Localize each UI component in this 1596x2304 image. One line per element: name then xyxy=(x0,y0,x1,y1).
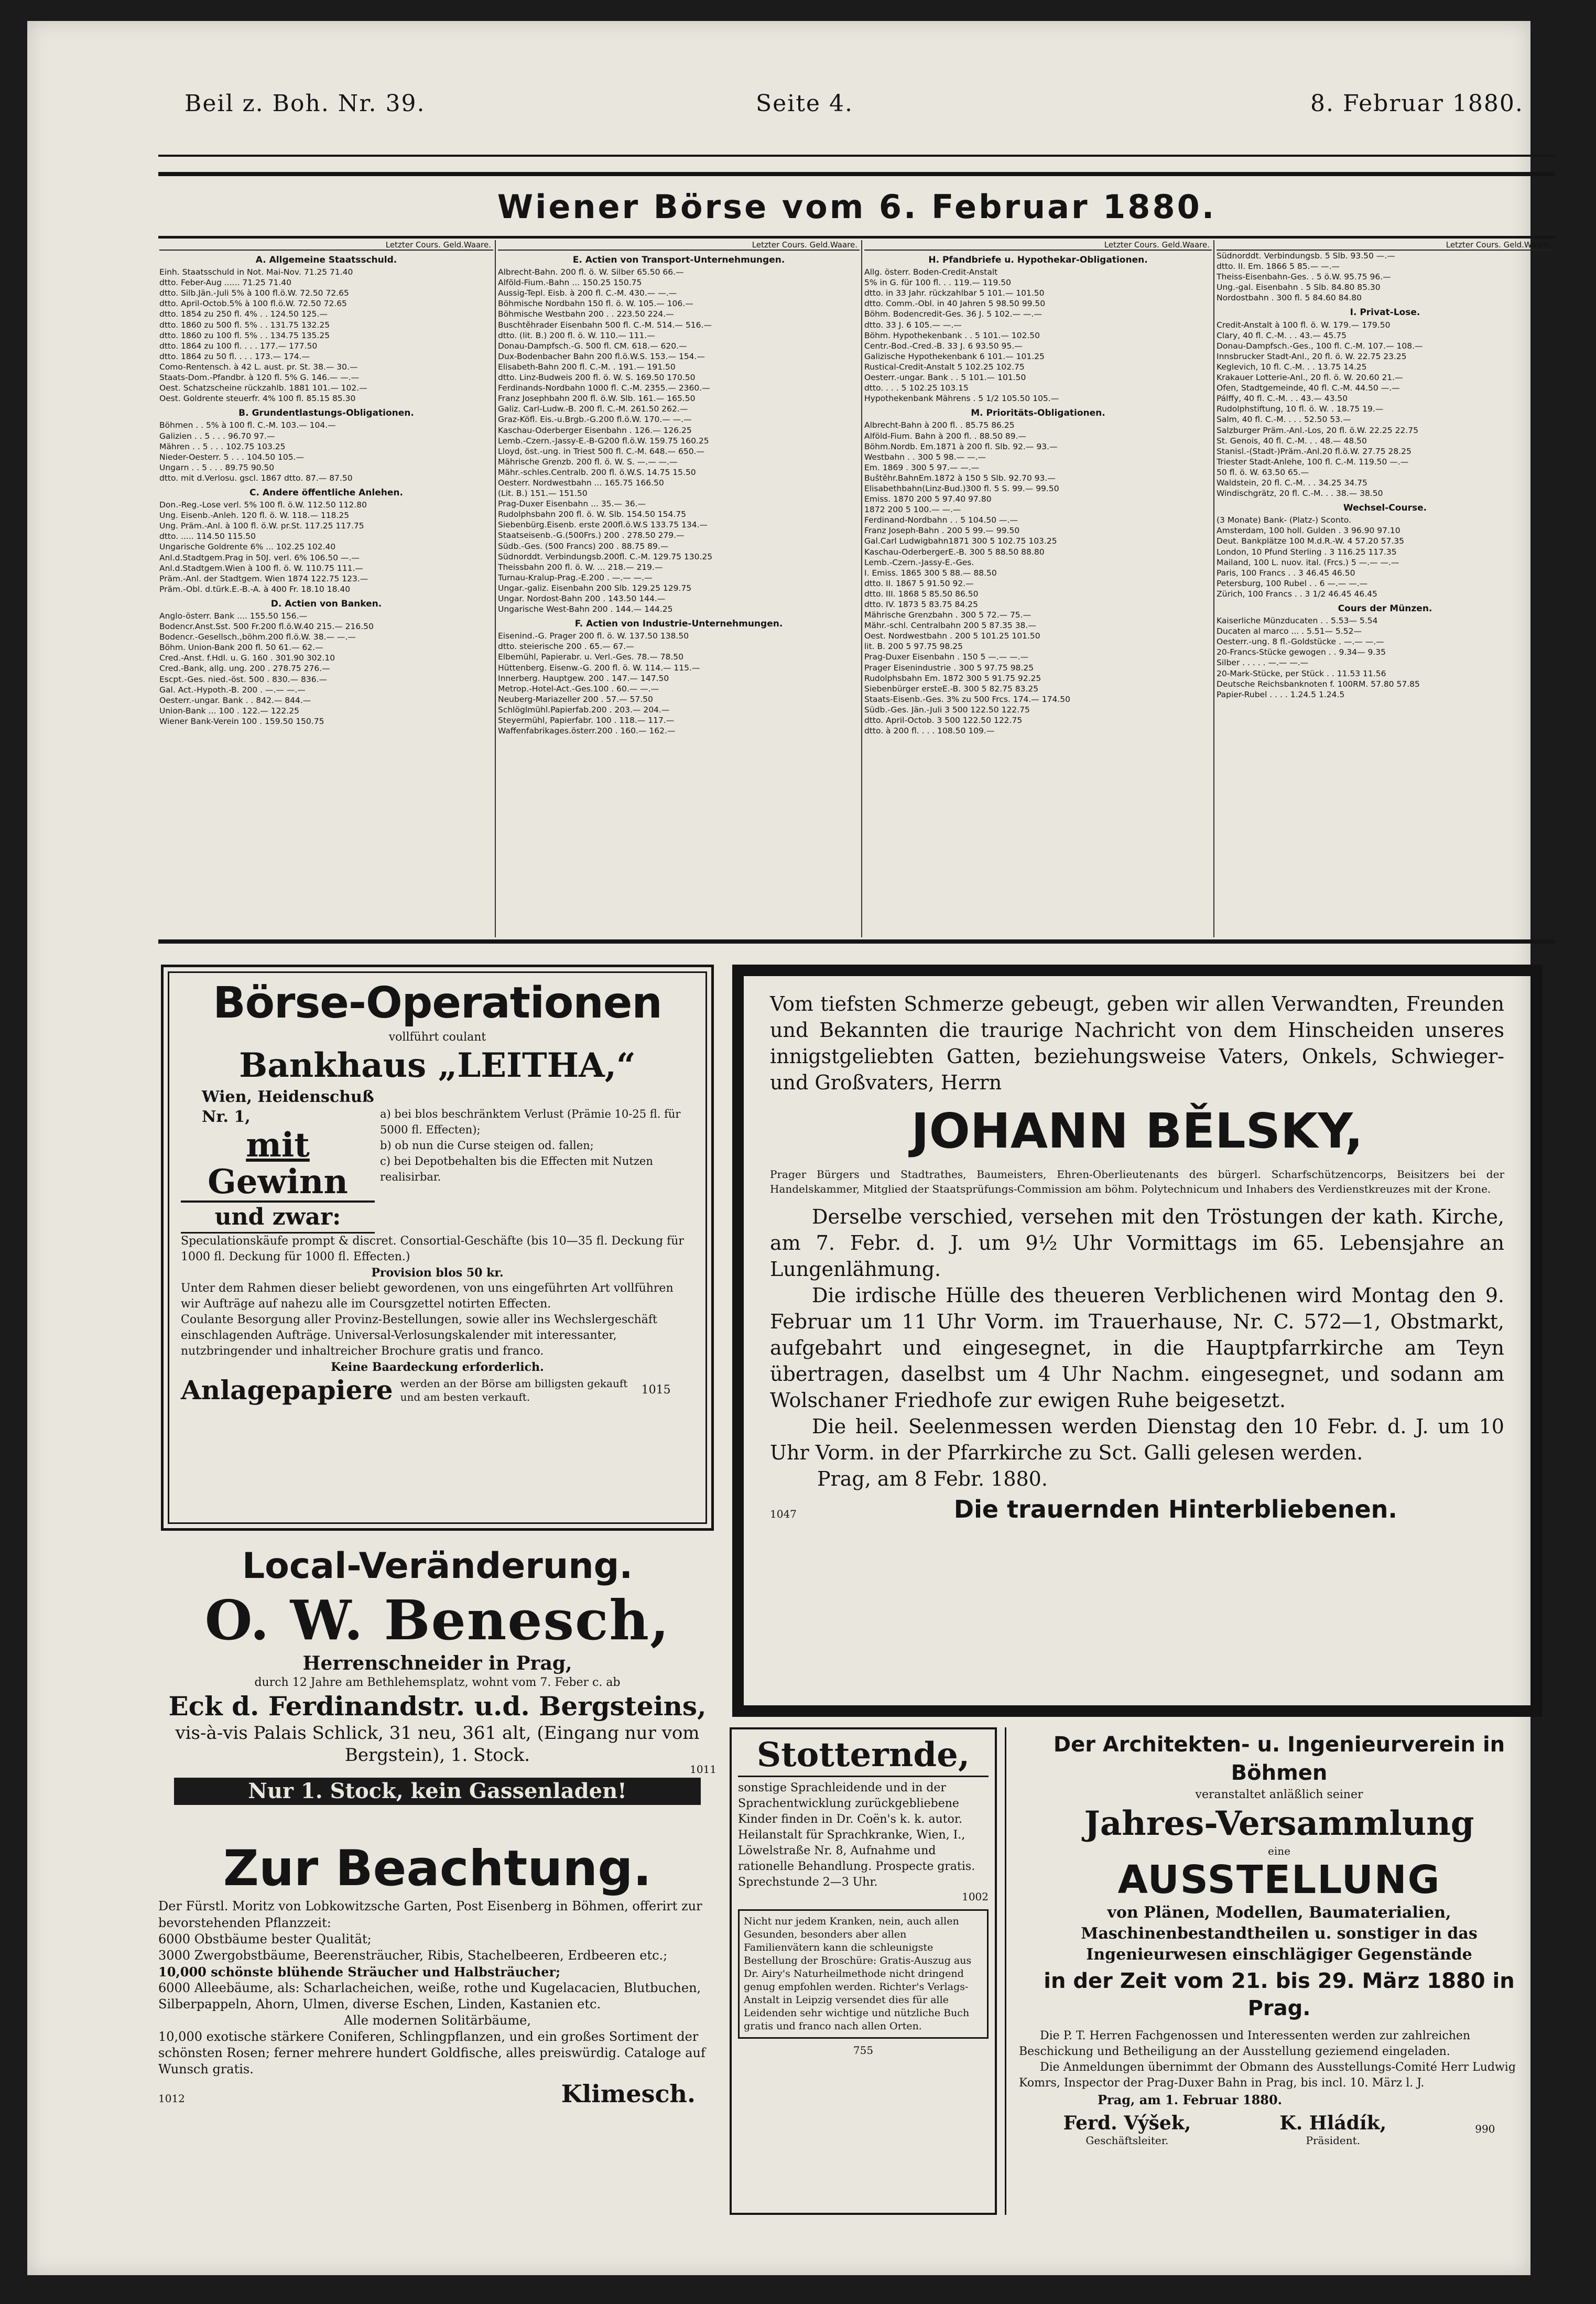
exchange-quote-row: dtto. Linz-Budweis 200 fl. ö. W. S. 169.50 170.50 xyxy=(498,373,696,383)
exchange-quote-row: Kaiserliche Münzducaten . . 5.53— 5.54 xyxy=(1217,616,1378,626)
ad-leitha-text: Unter dem Rahmen dieser beliebt gewordenen, von uns eingeführten Art vollführen wir Aufträge auf nahezu alle im Coursgzettel notirten Effecten. xyxy=(181,1282,674,1311)
exchange-quote-row: Südb.-Ges. Jän.-Juli 3 500 122.50 122.75 xyxy=(864,705,1030,715)
exchange-quote-row: Petersburg, 100 Rubel . . 6 —.— —.— xyxy=(1217,578,1368,588)
exchange-quote-row: Eisenind.-G. Prager 200 fl. ö. W. 137.50 138.50 xyxy=(498,631,689,641)
exchange-quote-row: Rudolphstiftung, 10 fl. ö. W. . 18.75 19.— xyxy=(1217,404,1384,414)
column-divider xyxy=(495,240,496,937)
obituary-funeral: Die irdische Hülle des theueren Verblichenen wird Montag den 9. Februar um 11 Uhr Vorm. im Trauerhause, Nr. C. 572—1, Obstmarkt, aufgebahrt und eingesegnet, in die Hauptpfarrkirche am Teyn übertragen, daselbst um 4 Uhr Nachm. eingesegnet, und sodann am Wolschaner Friedhofe zur ewigen Ruhe beigesetzt. xyxy=(770,1284,1504,1412)
exchange-quote-row: Deut. Bankplätze 100 M.d.R.-W. 4 57.20 57.35 xyxy=(1217,536,1405,546)
obituary-intro: Vom tiefsten Schmerze gebeugt, geben wir allen Verwandten, Freunden und Bekannten die traurige Nachricht von dem Hinscheiden unseres innigstgeliebten Gatten, beziehungsweise Vaters, Onkels, Schwieger- und Großvaters, Herrn xyxy=(770,992,1504,1094)
ad-architekten-registration: Die Anmeldungen übernimmt der Obmann des Ausstellungs-Comité Herr Ludwig Komrs, Inspector der Prag-Duxer Bahn in Prag, bis incl. 10. März l. J. xyxy=(1019,2061,1516,2090)
exchange-quote-row: Stanisl.-(Stadt-)Präm.-Anl.20 fl.ö.W. 27.75 28.25 xyxy=(1217,446,1412,456)
exchange-quote-row: 20-Mark-Stücke, per Stück . . 11.53 11.56 xyxy=(1217,668,1386,678)
ad-architekten-signer-2-title: Präsident. xyxy=(1306,2134,1361,2147)
exchange-quote-row: I. Emiss. 1865 300 5 88.— 88.50 xyxy=(864,568,997,578)
ad-leitha-point-b: b) ob nun die Curse steigen od. fallen; xyxy=(380,1139,594,1152)
ad-leitha-gewinn: Gewinn xyxy=(181,1164,375,1203)
exchange-quote-row: Donau-Dampfsch.-G. 500 fl. CM. 618.— 620.— xyxy=(498,341,687,351)
exchange-title: Wiener Börse vom 6. Februar 1880. xyxy=(497,188,1217,226)
exchange-quote-row: Elisabethbahn(Linz-Bud.)300 fl. 5 S. 99.— 99.50 xyxy=(864,483,1059,493)
exchange-quote-row: Südnorddt. Verbindungsb. 5 Slb. 93.50 —.— xyxy=(1217,251,1395,261)
exchange-section-heading: D. Actien von Banken. xyxy=(270,598,382,609)
ad-beachtung-item: 10,000 schönste blühende Sträucher und Halbsträucher; xyxy=(158,1964,561,1980)
exchange-section-heading: A. Allgemeine Staatsschuld. xyxy=(255,255,397,265)
exchange-quote-row: Anl.d.Stadtgem.Prag in 50J. verl. 6% 106.50 —.— xyxy=(159,553,360,563)
column-header: Letzter Cours. Geld.Waare. xyxy=(498,240,860,251)
ad-beachtung-items xyxy=(158,1931,716,2078)
exchange-quote-row: Ungarn . . 5 . . . 89.75 90.50 xyxy=(159,462,275,472)
ad-benesch-former-address: durch 12 Jahre am Bethlehemsplatz, wohnt vom 7. Feber c. ab xyxy=(254,1676,621,1689)
ad-beachtung-number: 1012 xyxy=(158,2092,185,2105)
ad-architekten-versammlung: Jahres-Versammlung xyxy=(1084,1804,1474,1843)
exchange-quote-row: Zürich, 100 Francs . . 3 1/2 46.45 46.45 xyxy=(1217,589,1377,599)
exchange-quote-row: Staatseisenb.-G.(500Frs.) 200 . 278.50 279.— xyxy=(498,531,685,540)
ad-leitha xyxy=(161,965,714,1531)
exchange-quote-row: Rustical-Credit-Anstalt 5 102.25 102.75 xyxy=(864,362,1025,372)
exchange-quote-row: Staats-Eisenb.-Ges. 3% zu 500 Frcs. 174.— 174.50 xyxy=(864,694,1070,704)
ad-leitha-point-c: c) bei Depotbehalten bis die Effecten mit Nutzen realisirbar. xyxy=(380,1155,653,1183)
obituary-masses: Die heil. Seelenmessen werden Dienstag den 10 Febr. d. J. um 10 Uhr Vorm. in der Pfarrkirche zu Sct. Galli gelesen werden. xyxy=(770,1415,1504,1464)
exchange-quote-row: dtto. 33 J. 6 105.— —.— xyxy=(864,320,962,330)
exchange-quote-row: Mährische Grenzb. 200 fl. ö. W. S. —.— —.— xyxy=(498,457,678,467)
exchange-bottom-rule xyxy=(158,939,1555,944)
exchange-quote-row: Südb.-Ges. (500 Francs) 200 . 88.75 89.— xyxy=(498,541,669,551)
exchange-quote-row: dtto. 1860 zu 100 fl. 5% . . 134.75 135.25 xyxy=(159,330,330,340)
ad-benesch xyxy=(158,1544,716,1835)
exchange-quote-row: Em. 1869 . 300 5 97.— —.— xyxy=(864,462,980,472)
exchange-quote-row: Ungarische Goldrente 6% ... 102.25 102.40 xyxy=(159,542,336,552)
exchange-quote-row: Westbahn . . 300 5 98.— —.— xyxy=(864,452,986,462)
exchange-quote-row: Siebenbürg.Eisenb. erste 200fl.ö.W.S 133.75 134.— xyxy=(498,520,708,530)
ad-beachtung xyxy=(158,1840,716,2218)
exchange-quote-row: Oesterr. Nordwestbahn ... 165.75 166.50 xyxy=(498,478,664,488)
exchange-quote-row: Mähr.-schles.Centralb. 200 fl. ö.W.S. 14.75 15.50 xyxy=(498,467,696,477)
ad-stotternde-heading: Stotternde, xyxy=(738,1735,989,1777)
exchange-quote-row: dtto. 1864 zu 100 fl. . . . 177.— 177.50 xyxy=(159,341,318,351)
exchange-section-heading: F. Actien von Industrie-Unternehmungen. xyxy=(574,619,783,630)
exchange-quote-row: Mailand, 100 L. nuov. ital. (Frcs.) 5 —.— —.— xyxy=(1217,557,1399,567)
exchange-quote-row: Escpt.-Ges. nied.-öst. 500 . 830.— 836.— xyxy=(159,674,327,684)
obituary-death: Derselbe verschied, versehen mit den Tröstungen der kath. Kirche, am 7. Febr. d. J. um 9½ Uhr Vormittags im 65. Lebensjahre an Lungenlähmung. xyxy=(770,1205,1504,1281)
ad-architekten-signer-2: K. Hládík, xyxy=(1279,2112,1387,2134)
exchange-quote-row: Albrecht-Bahn. 200 fl. ö. W. Silber 65.50 66.— xyxy=(498,267,684,277)
exchange-quote-row: Böhmen . . 5% à 100 fl. C.-M. 103.— 104.— xyxy=(159,420,336,430)
exchange-quote-row: (Lit. B.) 151.— 151.50 xyxy=(498,489,588,499)
ad-architekten xyxy=(1005,1727,1545,2215)
ad-architekten-signer-1: Ferd. Výšek, xyxy=(1063,2112,1191,2134)
exchange-quote-row: dtto. . . . 5 102.25 103.15 xyxy=(864,383,969,393)
exchange-section-heading: M. Prioritäts-Obligationen. xyxy=(971,408,1105,419)
ad-leitha-mit: mit xyxy=(246,1126,310,1165)
exchange-quote-row: Don.-Reg.-Lose verl. 5% 100 fl. ö.W. 112.50 112.80 xyxy=(159,500,367,510)
exchange-quote-row: dtto. ..... 114.50 115.50 xyxy=(159,532,256,542)
exchange-quote-row: St. Genois, 40 fl. C.-M. . . 48.— 48.50 xyxy=(1217,436,1367,446)
exchange-quote-row: dtto. III. 1868 5 85.50 86.50 xyxy=(864,589,979,599)
exchange-quote-row: Buštěhr.BahnEm.1872 à 150 5 Slb. 92.70 93.— xyxy=(864,473,1056,483)
exchange-quote-row: Elbemühl, Papierabr. u. Verl.-Ges. 78.— 78.50 xyxy=(498,652,684,662)
exchange-section-heading: B. Grundentlastungs-Obligationen. xyxy=(238,408,414,419)
exchange-quote-row: Salm, 40 fl. C.-M. . . . 52.50 53.— xyxy=(1217,415,1351,425)
exchange-quote-row: 50 fl. ö. W. 63.50 65.— xyxy=(1217,467,1309,477)
exchange-quote-row: dtto. 1864 zu 50 fl. . . . 173.— 174.— xyxy=(159,351,310,361)
ad-naturheil-box: Nicht nur jedem Kranken, nein, auch allen Gesunden, besonders aber allen Familienvätern kann die schleunigste Bestellung der Broschüre: Gratis-Auszug aus Dr. Airy's Naturheilmethode nicht dringend genug empfohlen werden. Richter's Verlags-Anstalt in Leipzig versendet dies für alle Leidenden sehr wichtige und nützliche Buch gratis und franco nach allen Orten. xyxy=(738,1909,989,2039)
ad-stotternde-number: 1002 xyxy=(962,1890,989,1903)
ad-architekten-sub: veranstaltet anläßlich seiner xyxy=(1195,1788,1363,1801)
exchange-quote-row: Ung. Eisenb.-Anleh. 120 fl. ö. W. 118.— 118.25 xyxy=(159,511,350,521)
exchange-quote-row: Gal. Act.-Hypoth.-B. 200 . —.— —.— xyxy=(159,685,306,695)
exchange-quote-row: Nordostbahn . 300 fl. 5 84.60 84.80 xyxy=(1217,293,1362,303)
exchange-quote-row: Präm.-Anl. der Stadtgem. Wien 1874 122.75 123.— xyxy=(159,574,368,583)
exchange-quote-row: dtto. steierische 200 . 65.— 67.— xyxy=(498,642,634,652)
exchange-quote-row: Silber . . . . . —.— —.— xyxy=(1217,658,1309,668)
exchange-quote-row: Windischgrätz, 20 fl. C.-M. . . 38.— 38.50 xyxy=(1217,489,1383,499)
exchange-quote-row: Cred.-Bank, allg. ung. 200 . 278.75 276.— xyxy=(159,664,330,674)
exchange-quote-row: Theiss-Eisenbahn-Ges. . 5 ö.W. 95.75 96.— xyxy=(1217,272,1391,282)
ad-beachtung-item: 10,000 exotische stärkere Coniferen, Schlingpflanzen, und ein großes Sortiment der schönsten Rosen; ferner mehrere hundert Goldfische, alles preiswürdig. Cataloge auf Wunsch gratis. xyxy=(158,2029,705,2076)
exchange-quote-row: Mähr.-schl. Centralbahn 200 5 87.35 38.— xyxy=(864,621,1036,631)
exchange-quote-row: Cred.-Anst. f.Hdl. u. G. 160 . 301.90 302.10 xyxy=(159,653,335,663)
exchange-quote-row: Nieder-Oesterr. 5 . . . 104.50 105.— xyxy=(159,452,305,462)
exchange-quote-row: Credit-Anstalt à 100 fl. ö. W. 179.— 179.50 xyxy=(1217,320,1391,330)
exchange-section-heading: I. Privat-Lose. xyxy=(1350,307,1420,318)
ad-leitha-title: Börse-Operationen xyxy=(213,978,662,1028)
exchange-quote-row: Kaschau-Oderberger Eisenbahn . 126.— 126.25 xyxy=(498,425,692,435)
column-header: Letzter Cours. Geld.Waare. xyxy=(1217,240,1554,251)
exchange-quote-row: Franz Joseph-Bahn . 200 5 99.— 99.50 xyxy=(864,526,1020,536)
exchange-section-heading: Cours der Münzen. xyxy=(1338,603,1432,614)
exchange-quote-row: Aussig-Tepl. Eisb. à 200 fl. C.-M. 430.— —.— xyxy=(498,288,677,298)
exchange-quote-row: dtto. Feber-Aug ...... 71.25 71.40 xyxy=(159,278,292,288)
exchange-quote-row: Metrop.-Hotel-Act.-Ges.100 . 60.— —.— xyxy=(498,684,659,694)
exchange-quote-row: Galizien . . 5 . . . 96.70 97.— xyxy=(159,431,275,441)
exchange-quote-row: Turnau-Kralup-Prag.-E.200 . —.— —.— xyxy=(498,572,653,582)
ad-benesch-name: O. W. Benesch, xyxy=(204,1588,670,1652)
ad-leitha-anlagepapiere: Anlagepapiere xyxy=(181,1375,393,1405)
exchange-quote-row: Centr.-Bod.-Cred.-B. 33 J. 6 93.50 95.— xyxy=(864,341,1023,351)
exchange-quote-row: 1872 200 5 100.— —.— xyxy=(864,505,961,515)
exchange-quote-row: Oesterr.-ungar. Bank . . 5 101.— 101.50 xyxy=(864,373,1026,383)
exchange-quote-row: Lloyd, öst.-ung. in Triest 500 fl. C.-M. 648.— 650.— xyxy=(498,446,704,456)
ad-architekten-heading: Der Architekten- u. Ingenieurverein in Böhmen xyxy=(1053,1733,1505,1785)
ad-architekten-date: Prag, am 1. Februar 1880. xyxy=(1098,2092,1283,2107)
exchange-quote-row: Oest. Nordwestbahn . 200 5 101.25 101.50 xyxy=(864,631,1040,641)
exchange-quote-row: 20-Francs-Stücke gewogen . . 9.34— 9.35 xyxy=(1217,647,1386,657)
exchange-quote-row: Deutsche Reichsbanknoten f. 100RM. 57.80 57.85 xyxy=(1217,679,1420,689)
exchange-quote-row: Papier-Rubel . . . . 1.24.5 1.24.5 xyxy=(1217,689,1345,699)
exchange-quote-row: Böhm. Hypothekenbank . . 5 101.— 102.50 xyxy=(864,330,1040,340)
exchange-section-heading: E. Actien von Transport-Unternehmungen. xyxy=(572,255,785,265)
exchange-quote-row: dtto. 1860 zu 500 fl. 5% . . 131.75 132.25 xyxy=(159,320,330,330)
ad-leitha-provision: Provision blos 50 kr. xyxy=(371,1266,504,1280)
exchange-column-4 xyxy=(1217,240,1554,937)
exchange-section-heading: H. Pfandbriefe u. Hypothekar-Obligationen. xyxy=(928,255,1148,265)
ad-benesch-location: vis-à-vis Palais Schlick, 31 neu, 361 alt, (Eingang nur vom Bergstein), 1. Stock. xyxy=(175,1723,700,1766)
ad-beachtung-item: 3000 Zwergobstbäume, Beerensträucher, Ribis, Stachelbeeren, Erdbeeren etc.; xyxy=(158,1948,668,1963)
exchange-quote-row: Donau-Dampfsch.-Ges., 100 fl. C.-M. 107.— 108.— xyxy=(1217,341,1423,351)
header-issue: Beil z. Boh. Nr. 39. xyxy=(184,90,426,117)
exchange-quote-row: dtto. April-Octob.5% à 100 fl.ö.W. 72.50 72.65 xyxy=(159,299,347,309)
ad-beachtung-signature: Klimesch. xyxy=(561,2080,696,2108)
ad-leitha-anlage-text: werden an der Börse am billigsten gekauft und am besten verkauft. xyxy=(400,1377,628,1403)
exchange-quote-row: Galizische Hypothekenbank 6 101.— 101.25 xyxy=(864,351,1045,361)
exchange-column-2 xyxy=(498,240,860,937)
exchange-quote-row: dtto. IV. 1873 5 83.75 84.25 xyxy=(864,600,978,609)
exchange-quote-row: Einh. Staatsschuld in Not. Mai-Nov. 71.25 71.40 xyxy=(159,267,353,277)
exchange-column-1 xyxy=(159,240,493,937)
ad-leitha-speculation: Speculationskäufe prompt & discret. Consortial-Geschäfte (bis 10—35 fl. Deckung für 1000 fl. Deckung für 1000 fl. Effecten.) xyxy=(181,1235,684,1263)
exchange-quote-row: Steyermühl, Papierfabr. 100 . 118.— 117.— xyxy=(498,716,675,726)
exchange-quote-row: dtto. II. Em. 1866 5 85.— —.— xyxy=(1217,262,1340,272)
header-date: 8. Februar 1880. xyxy=(1310,90,1524,117)
ad-stotternde-body: sonstige Sprachleidende und in der Sprachentwicklung zurückgebliebene Kinder finden in Dr. Coën's k. k. autor. Heilanstalt für Sprachkranke, Wien, I., Löwelstraße Nr. 8, Aufnahme und rationelle Behandlung. Prospecte gratis. Sprechstunde 2—3 Uhr. xyxy=(738,1781,975,1889)
exchange-quote-row: Oest. Goldrente steuerfr. 4% 100 fl. 85.15 85.30 xyxy=(159,394,356,404)
exchange-quote-row: Lemb.-Czern.-Jassy-E.-B-G200 fl.ö.W. 159.75 160.25 xyxy=(498,436,709,446)
ad-benesch-heading: Local-Veränderung. xyxy=(242,1545,633,1587)
exchange-quote-row: dtto. in 33 Jahr. rückzahlbar 5 101.— 101.50 xyxy=(864,288,1045,298)
exchange-quote-row: Staats-Dom.-Pfandbr. à 120 fl. 5% G. 146.— —.— xyxy=(159,373,360,383)
exchange-quote-row: Ung.-gal. Eisenbahn . 5 Slb. 84.80 85.30 xyxy=(1217,283,1381,293)
column-divider xyxy=(1213,240,1214,937)
exchange-quote-row: Böhm.Nordb. Em.1871 à 200 fl. Slb. 92.— 93.— xyxy=(864,441,1058,451)
exchange-quote-row: Neuberg-Mariazeller 200 . 57.— 57.50 xyxy=(498,694,653,704)
obituary-number: 1047 xyxy=(770,1508,797,1520)
exchange-quote-row: Böhmische Westbahn 200 . . 223.50 224.— xyxy=(498,309,674,319)
ad-architekten-signer-1-title: Geschäftsleiter. xyxy=(1085,2134,1169,2147)
obituary-name: JOHANN BĚLSKY, xyxy=(911,1103,1363,1159)
exchange-quote-row: Ungarische West-Bahn 200 . 144.— 144.25 xyxy=(498,604,673,614)
exchange-quote-row: Schlöglmühl.Papierfab.200 . 203.— 204.— xyxy=(498,705,670,715)
ad-leitha-bank: Bankhaus „LEITHA,“ xyxy=(239,1046,636,1085)
exchange-quote-row: Alföld-Fium. Bahn à 200 fl. . 88.50 89.— xyxy=(864,431,1027,441)
exchange-quote-row: 5% in G. für 100 fl. . . 119.— 119.50 xyxy=(864,278,1012,288)
column-header: Letzter Cours. Geld.Waare. xyxy=(864,240,1212,251)
exchange-quote-row: Union-Bank ... 100 . 122.— 122.25 xyxy=(159,706,299,716)
exchange-quote-row: Prager Eisenindustrie . 300 5 97.75 98.25 xyxy=(864,663,1034,673)
exchange-quote-row: Ducaten al marco ... . 5.51— 5.52— xyxy=(1217,626,1362,636)
exchange-quote-row: Hypothekenbank Mährens . 5 1/2 105.50 105.— xyxy=(864,394,1059,404)
exchange-section-heading: Wechsel-Course. xyxy=(1343,503,1427,514)
ad-architekten-items: von Plänen, Modellen, Baumaterialien, Maschinenbestandtheilen u. sonstiger in das Ingenieurwesen einschlägiger Gegenstände xyxy=(1081,1903,1478,1964)
ad-beachtung-item: Alle modernen Solitärbäume, xyxy=(344,2013,531,2028)
exchange-quote-row: dtto. Silb.Jän.-Juli 5% à 100 fl.ö.W. 72.50 72.65 xyxy=(159,288,349,298)
exchange-quote-row: Clary, 40 fl. C.-M. . . 43.— 45.75 xyxy=(1217,330,1347,340)
exchange-quote-row: Salzburger Präm.-Anl.-Los, 20 fl. ö.W. 22.25 22.75 xyxy=(1217,425,1418,435)
exchange-quote-row: Oesterr.-ungar. Bank . . 842.— 844.— xyxy=(159,695,311,705)
exchange-quote-row: Ungar. Nordost-Bahn 200 . 143.50 144.— xyxy=(498,594,666,603)
obituary-date: Prag, am 8 Febr. 1880. xyxy=(817,1467,1048,1490)
exchange-quote-row: Krakauer Lotterie-Anl., 20 fl. ö. W. 20.60 21.— xyxy=(1217,373,1403,383)
exchange-quote-row: Böhm. Union-Bank 200 fl. 50 61.— 62.— xyxy=(159,643,323,653)
ad-leitha-address: Wien, Heidenschuß Nr. 1, xyxy=(202,1088,374,1126)
exchange-quote-row: Franz Josephbahn 200 fl. ö.W. Slb. 161.— 165.50 xyxy=(498,394,696,404)
ad-leitha-point-a: a) bei blos beschränktem Verlust (Prämie 10-25 fl. für 5000 fl. Effecten); xyxy=(380,1108,681,1136)
ad-benesch-note: Nur 1. Stock, kein Gassenladen! xyxy=(174,1778,701,1805)
exchange-quote-row: Bodencr.Anst.Sst. 500 Fr.200 fl.ö.W.40 215.— 216.50 xyxy=(159,622,374,632)
exchange-quote-row: (3 Monate) Bank- (Platz-) Sconto. xyxy=(1217,515,1351,525)
ad-beachtung-item: 6000 Obstbäume bester Qualität; xyxy=(158,1932,372,1946)
exchange-top-rule xyxy=(158,236,1555,239)
exchange-quote-row: Wiener Bank-Verein 100 . 159.50 150.75 xyxy=(159,716,324,726)
exchange-quote-row: dtto. 1854 zu 250 fl. 4% . . 124.50 125.— xyxy=(159,309,328,319)
exchange-quote-row: Rudolphsbahn 200 fl. ö. W. Slb. 154.50 154.75 xyxy=(498,510,687,520)
ad-architekten-number: 990 xyxy=(1475,2123,1495,2135)
exchange-quote-row: Waldstein, 20 fl. C.-M. . . 34.25 34.75 xyxy=(1217,478,1367,488)
exchange-quote-row: Böhmische Nordbahn 150 fl. ö. W. 105.— 106.— xyxy=(498,299,693,309)
ad-leitha-orders: Coulante Besorgung aller Provinz-Bestellungen, sowie aller ins Wechslergeschäft einschlagenden Aufträge. Universal-Verlosungskalender mit interessanter, nutzbringender und inhaltreicher Brochure gratis und franco. xyxy=(181,1313,657,1358)
ad-leitha-und-zwar: und zwar: xyxy=(181,1203,375,1234)
ad-beachtung-heading: Zur Beachtung. xyxy=(223,1840,652,1897)
exchange-quote-row: Lemb.-Czern.-Jassy-E.-Ges. xyxy=(864,557,974,567)
exchange-quote-row: dtto. II. 1867 5 91.50 92.— xyxy=(864,578,974,588)
exchange-quote-row: dtto. mit d.Verlosu. gscl. 1867 dtto. 87.— 87.50 xyxy=(159,473,353,483)
header-rule xyxy=(158,155,1555,157)
exchange-quote-row: Keglevich, 10 fl. C.-M. . . 13.75 14.25 xyxy=(1217,362,1367,372)
exchange-quote-row: lit. B. 200 5 97.75 98.25 xyxy=(864,642,963,652)
exchange-quote-row: Oesterr.-ung. 8 fl.-Goldstücke . —.— —.— xyxy=(1217,637,1384,647)
header-rule-thick xyxy=(158,172,1555,176)
exchange-quote-row: Oest. Schatzscheine rückzahlb. 1881 101.— 102.— xyxy=(159,383,367,393)
exchange-quote-row: Galiz. Carl-Ludw.-B. 200 fl. C.-M. 261.50 262.— xyxy=(498,404,688,414)
exchange-quote-row: Gal.Carl Ludwigbahn1871 300 5 102.75 103.25 xyxy=(864,536,1057,546)
exchange-quote-row: Ferdinands-Nordbahn 1000 fl. C.-M. 2355.— 2360.— xyxy=(498,383,710,393)
exchange-quote-row: Emiss. 1870 200 5 97.40 97.80 xyxy=(864,494,992,504)
exchange-section-heading: C. Andere öffentliche Anlehen. xyxy=(249,487,403,498)
exchange-quote-row: Siebenbürger ersteE.-B. 300 5 82.75 83.25 xyxy=(864,684,1039,694)
ad-architekten-eine: eine xyxy=(1268,1845,1290,1857)
exchange-column-3 xyxy=(864,240,1212,937)
ad-beachtung-item: 6000 Alleebäume, als: Scharlacheichen, weiße, rothe und Kugelacacien, Blutbuchen, Silberpappeln, Ahorn, Ulmen, diverse Eschen, Linden, Kastanien etc. xyxy=(158,1981,701,2011)
exchange-quote-row: Waffenfabrikages.österr.200 . 160.— 162.— xyxy=(498,726,676,736)
exchange-quote-row: Innsbrucker Stadt-Anl., 20 fl. ö. W. 22.75 23.25 xyxy=(1217,351,1407,361)
exchange-quote-row: London, 10 Pfund Sterling . 3 116.25 117.35 xyxy=(1217,547,1397,557)
exchange-quote-row: Anglo-österr. Bank .... 155.50 156.— xyxy=(159,611,307,621)
exchange-quote-row: Ferdinand-Nordbahn . . 5 104.50 —.— xyxy=(864,515,1018,525)
exchange-quote-row: dtto. (lit. B.) 200 fl. ö. W. 110.— 111.— xyxy=(498,330,655,340)
exchange-quote-row: Buschtěhrader Eisenbahn 500 fl. C.-M. 514.— 516.— xyxy=(498,320,712,330)
ad-leitha-number: 1015 xyxy=(641,1383,671,1397)
header-page-number: Seite 4. xyxy=(756,90,853,117)
exchange-quote-row: Theissbahn 200 fl. ö. W. ... 218.— 219.— xyxy=(498,562,663,572)
obituary-notice xyxy=(732,965,1542,1717)
exchange-quote-row: Graz-Köfl. Eis.-u.Brgb.-G.200 fl.ö.W. 170.— —.— xyxy=(498,415,692,425)
exchange-quote-row: dtto. April-Octob. 3 500 122.50 122.75 xyxy=(864,716,1023,726)
exchange-quote-row: Pálffy, 40 fl. C.-M. . . 43.— 43.50 xyxy=(1217,394,1348,404)
ad-architekten-invitation: Die P. T. Herren Fachgenossen und Interessenten werden zur zahlreichen Beschickung und Betheiligung an der Ausstellung geziemend eingeladen. xyxy=(1019,2029,1471,2058)
exchange-quote-row: Mähren . . 5 . . . 102.75 103.25 xyxy=(159,441,286,451)
ad-leitha-no-cover: Keine Baardeckung erforderlich. xyxy=(331,1360,544,1374)
exchange-quote-row: Südnorddt. Verbindungsb.200fl. C.-M. 129.75 130.25 xyxy=(498,551,713,561)
exchange-quote-row: dtto. Comm.-Obl. in 40 Jahren 5 98.50 99.50 xyxy=(864,299,1046,309)
exchange-quote-row: dtto. à 200 fl. . . . 108.50 109.— xyxy=(864,726,995,736)
exchange-quote-row: Bodencr.-Gesellsch.,böhm.200 fl.ö.W. 38.— —.— xyxy=(159,632,356,642)
exchange-quote-row: Ungar.-galiz. Eisenbahn 200 Slb. 129.25 129.75 xyxy=(498,583,692,593)
exchange-quote-row: Allg. österr. Boden-Credit-Anstalt xyxy=(864,267,998,277)
exchange-quote-row: Dux-Bodenbacher Bahn 200 fl.ö.W.S. 153.— 154.— xyxy=(498,351,705,361)
exchange-quote-row: Rudolphsbahn Em. 1872 300 5 91.75 92.25 xyxy=(864,673,1041,683)
exchange-quote-row: Alföld-Fium.-Bahn ... 150.25 150.75 xyxy=(498,278,642,288)
exchange-quote-row: Prag-Duxer Eisenbahn ... 35.— 36.— xyxy=(498,499,646,509)
exchange-quote-row: Böhm. Bodencredit-Ges. 36 J. 5 102.— —.— xyxy=(864,309,1042,319)
ad-benesch-number: 1011 xyxy=(690,1763,716,1776)
exchange-quote-row: Innerberg. Hauptgew. 200 . 147.— 147.50 xyxy=(498,673,669,683)
exchange-quote-row: Triester Stadt-Anlehe, 100 fl. C.-M. 119.50 —.— xyxy=(1217,457,1409,467)
exchange-quote-row: Anl.d.Stadtgem.Wien à 100 fl. ö. W. 110.75 111.— xyxy=(159,563,363,573)
exchange-quote-row: Como-Rentensch. à 42 L. aust. pr. St. 38.— 30.— xyxy=(159,362,358,372)
column-divider xyxy=(861,240,862,937)
ad-beachtung-intro: Der Fürstl. Moritz von Lobkowitzsche Garten, Post Eisenberg in Böhmen, offerirt zur bevorstehenden Pflanzzeit: xyxy=(158,1899,702,1930)
exchange-quote-row: Ofen, Stadtgemeinde, 40 fl. C.-M. 44.50 —.— xyxy=(1217,383,1400,393)
ad-benesch-new-address: Eck d. Ferdinandstr. u.d. Bergsteins, xyxy=(168,1691,707,1722)
column-header: Letzter Cours. Geld.Waare. xyxy=(159,240,493,251)
obituary-signature: Die trauernden Hinterbliebenen. xyxy=(953,1495,1397,1523)
obituary-titles: Prager Bürgers und Stadtrathes, Baumeisters, Ehren-Oberlieutenants des bürgerl. Scharfschützencorps, Beisitzers bei der Handelskammer, Mitglied der Staatsprüfungs-Commission am böhm. Polytechnicum und Inhabers des Verdienstkreuzes mit der Krone. xyxy=(770,1168,1504,1195)
ad-stotternde xyxy=(730,1727,997,2215)
ad-naturheil-number: 755 xyxy=(853,2044,874,2057)
exchange-quote-row: Ung. Präm.-Anl. à 100 fl. ö.W. pr.St. 117.25 117.75 xyxy=(159,521,364,531)
newspaper-page xyxy=(27,21,1551,2275)
exchange-quote-row: Präm.-Obl. d.türk.E.-B.-A. à 400 Fr. 18.10 18.40 xyxy=(159,584,351,594)
exchange-quote-row: Albrecht-Bahn à 200 fl. . 85.75 86.25 xyxy=(864,420,1015,430)
exchange-quote-row: Amsterdam, 100 holl. Gulden . 3 96.90 97.10 xyxy=(1217,526,1400,536)
exchange-quote-row: Hüttenberg. Eisenw.-G. 200 fl. ö. W. 114.— 115.— xyxy=(498,663,700,673)
exchange-quote-row: Elisabeth-Bahn 200 fl. C.-M. . 191.— 191.50 xyxy=(498,362,676,372)
exchange-quote-row: Paris, 100 Francs . . 3 46.45 46.50 xyxy=(1217,568,1355,578)
ad-architekten-dates: in der Zeit vom 21. bis 29. März 1880 in Prag. xyxy=(1044,1969,1515,2020)
ad-architekten-ausstellung: AUSSTELLUNG xyxy=(1117,1857,1441,1902)
ad-benesch-trade: Herrenschneider in Prag, xyxy=(302,1652,572,1674)
exchange-quote-row: Mährische Grenzbahn . 300 5 72.— 75.— xyxy=(864,610,1032,620)
ad-leitha-sub: vollführt coulant xyxy=(388,1031,486,1044)
exchange-quote-row: Prag-Duxer Eisenbahn . 150 5 —.— —.— xyxy=(864,652,1029,662)
exchange-quote-row: Kaschau-OderbergerE.-B. 300 5 88.50 88.80 xyxy=(864,547,1045,557)
